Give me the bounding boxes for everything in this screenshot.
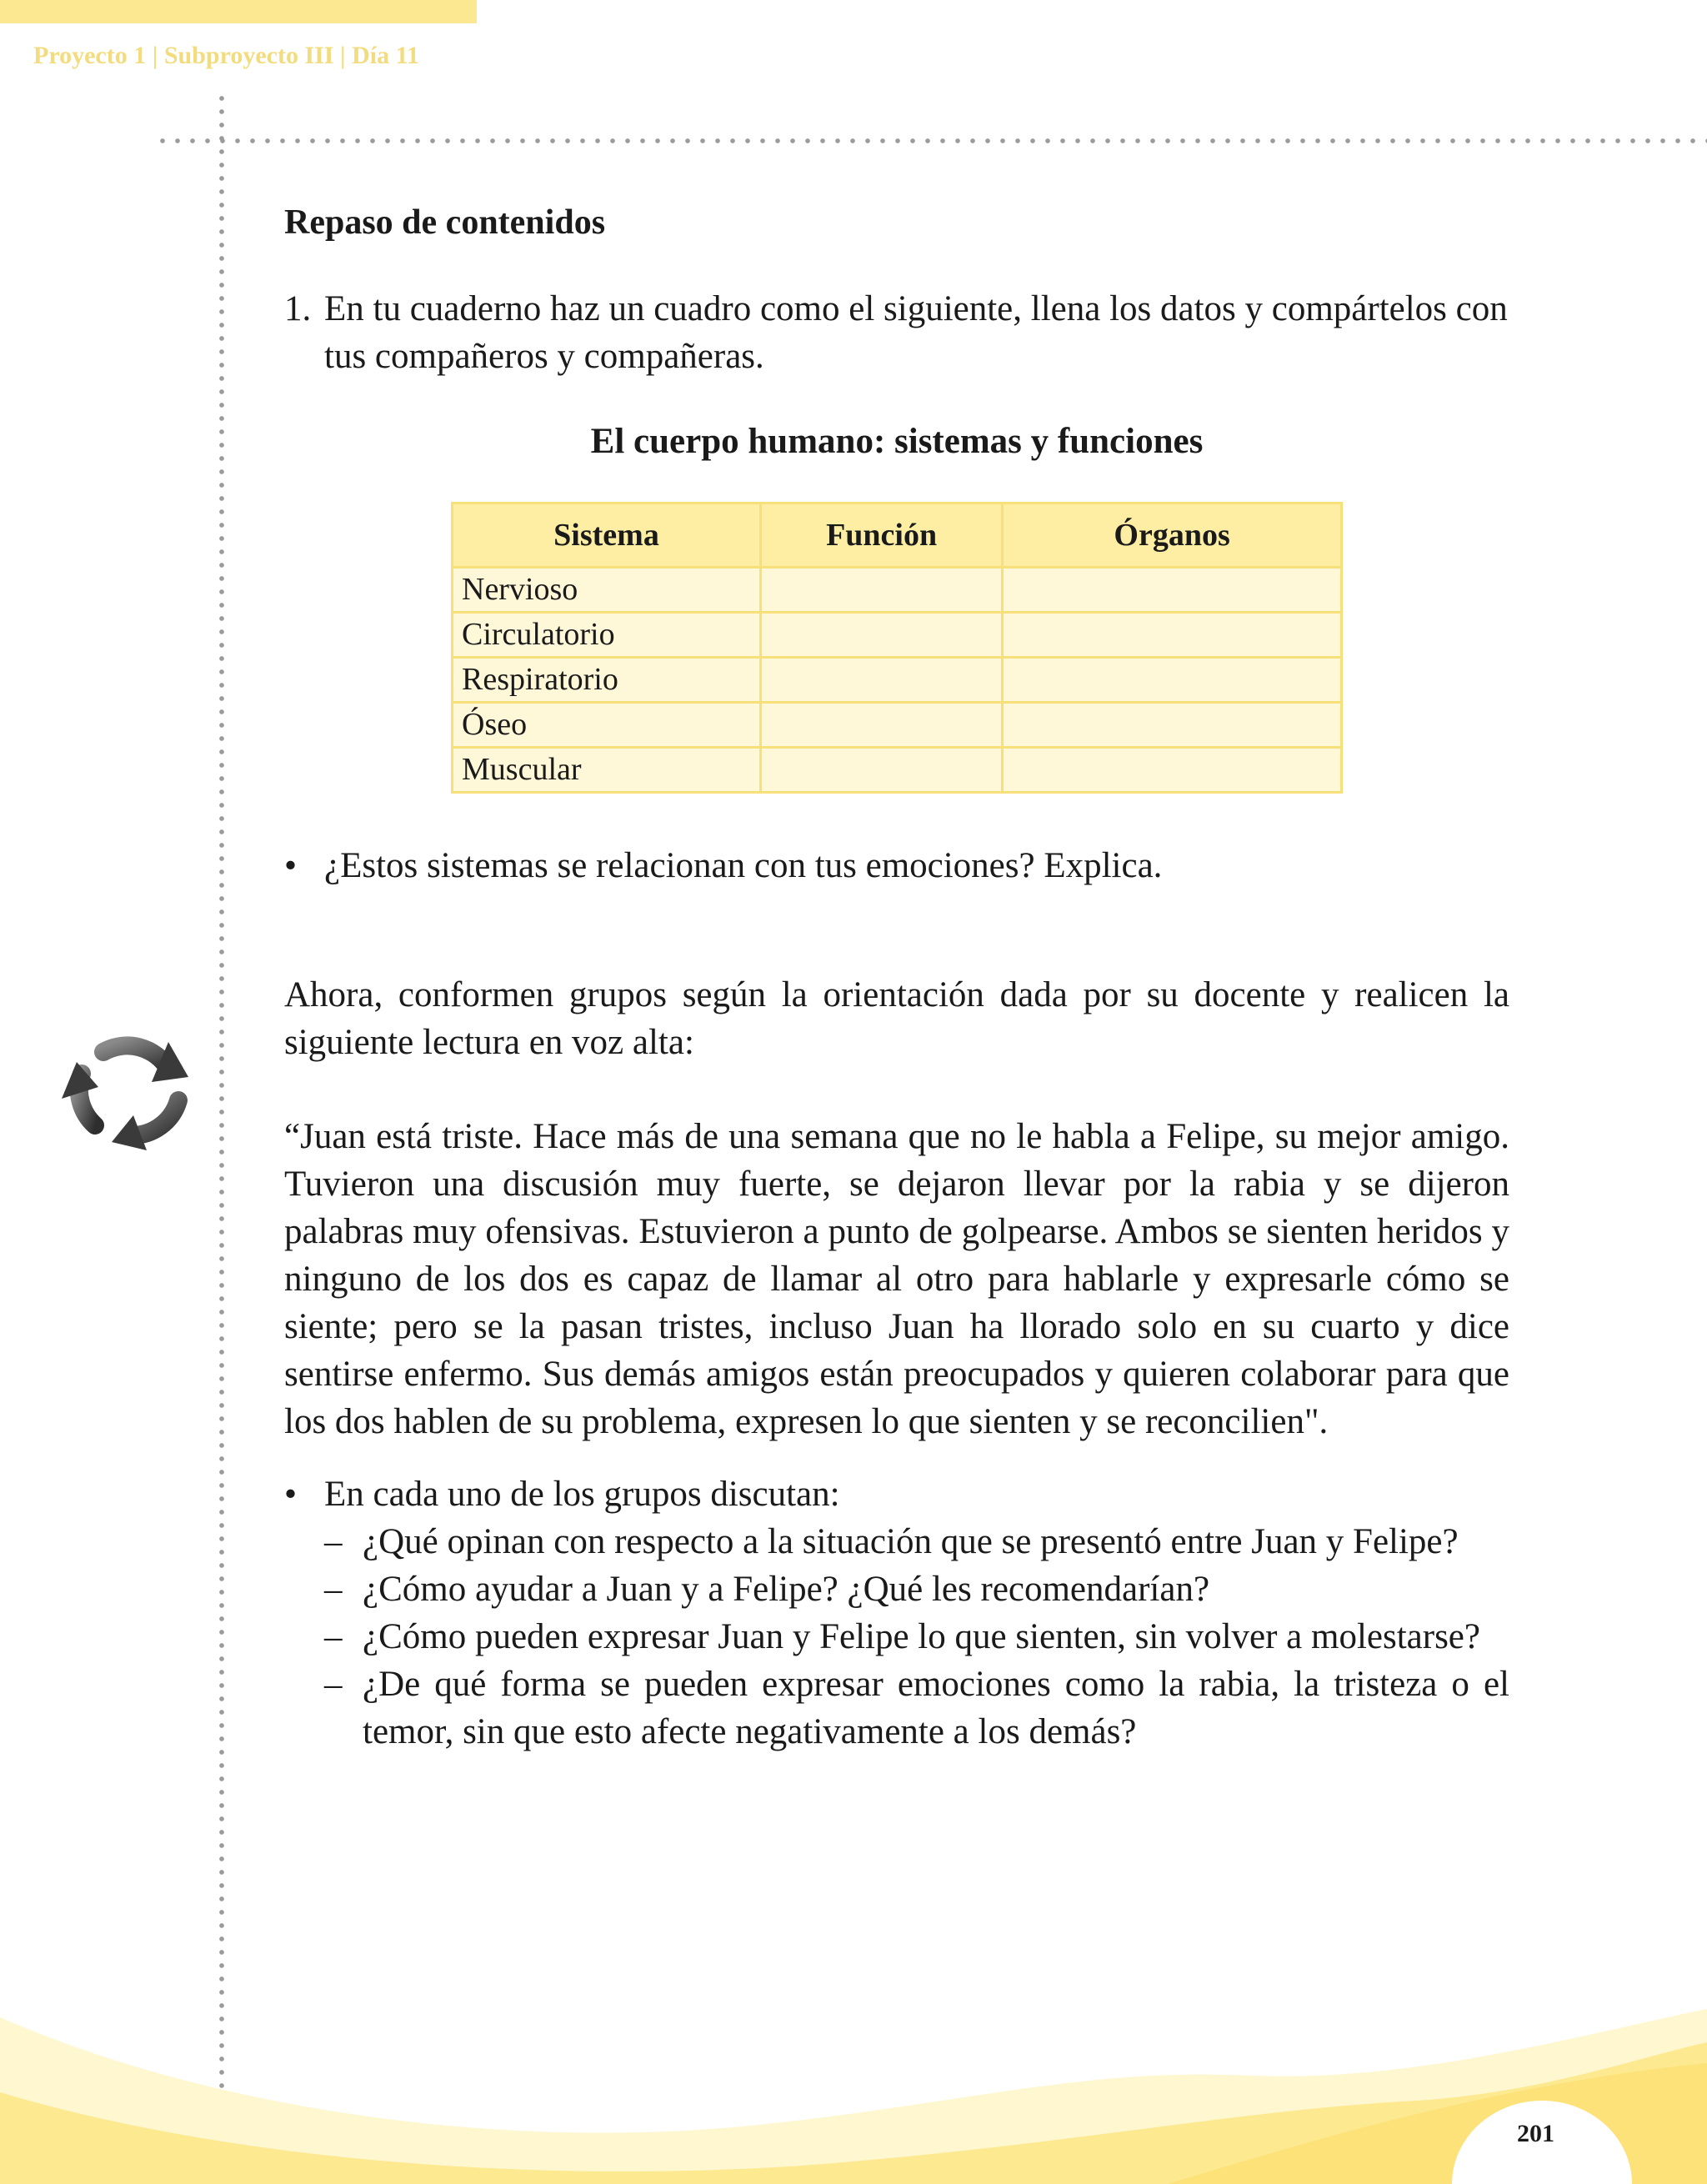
cell-funcion (761, 748, 1003, 793)
horizontal-dotted-line (155, 138, 1707, 143)
header-sistema: Sistema (453, 503, 761, 568)
header-funcion: Función (761, 503, 1003, 568)
cell-funcion (761, 568, 1003, 613)
bullet-mark: • (284, 1475, 298, 1514)
vertical-dotted-line (219, 92, 224, 2184)
cell-organos (1003, 568, 1342, 613)
bullet-text: ¿Estos sistemas se relacionan con tus emociones? Explica. (324, 846, 1163, 885)
bullet-mark: • (284, 846, 298, 885)
cell-sistema: Nervioso (453, 568, 761, 613)
cell-sistema: Muscular (453, 748, 761, 793)
reading-paragraph: “Juan está triste. Hace más de una semana que no le habla a Felipe, su mejor amigo. Tuvieron una discusión muy fuerte, se dejaron llevar por la rabia y se dijeron palabras muy ofensivas. Estuvieron a punto de golpearse. Ambos se sienten heridos y ninguno de los dos es capaz de llamar al otro para hablarle y expresarle cómo se siente; pero se la pasan tristes, incluso Juan ha llorado solo en su cuarto y dice sentirse enfermo. Sus demás amigos están preocupados y quieren colaborar para que los dos hablen de su problema, expresen lo que sienten y se reconcilien". (284, 1117, 1509, 1441)
question-item (324, 1565, 1509, 1613)
cell-organos (1003, 613, 1342, 658)
table-row (453, 703, 1342, 748)
running-header: Proyecto 1 | Subproyecto III | Día 11 (33, 42, 419, 69)
top-accent-bar (0, 0, 477, 23)
cell-funcion (761, 613, 1003, 658)
table-title: El cuerpo humano: sistemas y funciones (590, 422, 1204, 461)
intro-paragraph: Ahora, conformen grupos según la orientación dada por su docente y realicen la siguiente lectura en voz alta: (284, 975, 1509, 1062)
question-text: ¿Cómo ayudar a Juan y a Felipe? ¿Qué les recomendarían? (363, 1570, 1210, 1609)
question-item (324, 1661, 1509, 1756)
table-row (453, 568, 1342, 613)
cell-sistema: Respiratorio (453, 658, 761, 703)
cell-sistema: Circulatorio (453, 613, 761, 658)
cell-organos (1003, 703, 1342, 748)
table-row (453, 748, 1342, 793)
dash-mark: – (324, 1522, 343, 1561)
bullet-text: En cada uno de los grupos discutan: (324, 1475, 840, 1514)
cell-sistema: Óseo (453, 703, 761, 748)
dash-mark: – (324, 1617, 343, 1656)
bullet-emotions-question (284, 842, 1509, 889)
activity-1 (284, 285, 1509, 380)
page-number: 201 (1517, 2120, 1554, 2147)
header-organos: Órganos (1003, 503, 1342, 568)
cell-funcion (761, 703, 1003, 748)
bullet-discussion (284, 1470, 1509, 1518)
activity-number: 1. (284, 289, 312, 328)
table-header-row (453, 503, 1342, 568)
question-text: ¿De qué forma se pueden expresar emociones como la rabia, la tristeza o el temor, sin que esto afecte negativamente a los demás? (363, 1665, 1509, 1751)
cell-organos (1003, 658, 1342, 703)
question-text: ¿Qué opinan con respecto a la situación que se presentó entre Juan y Felipe? (363, 1522, 1459, 1561)
cell-organos (1003, 748, 1342, 793)
activity-text: En tu cuaderno haz un cuadro como el siguiente, llena los datos y compártelos con tus compañeros y compañeras. (324, 289, 1508, 376)
systems-table (451, 502, 1343, 794)
cell-funcion (761, 658, 1003, 703)
recycle-arrows-icon (53, 1017, 203, 1159)
table-row (453, 658, 1342, 703)
page-content (284, 193, 1509, 1756)
question-item (324, 1518, 1509, 1565)
dash-mark: – (324, 1665, 343, 1704)
section-title: Repaso de contenidos (284, 203, 606, 242)
question-item (324, 1613, 1509, 1661)
question-text: ¿Cómo pueden expresar Juan y Felipe lo que sienten, sin volver a molestarse? (363, 1617, 1480, 1656)
dash-mark: – (324, 1570, 343, 1609)
table-row (453, 613, 1342, 658)
